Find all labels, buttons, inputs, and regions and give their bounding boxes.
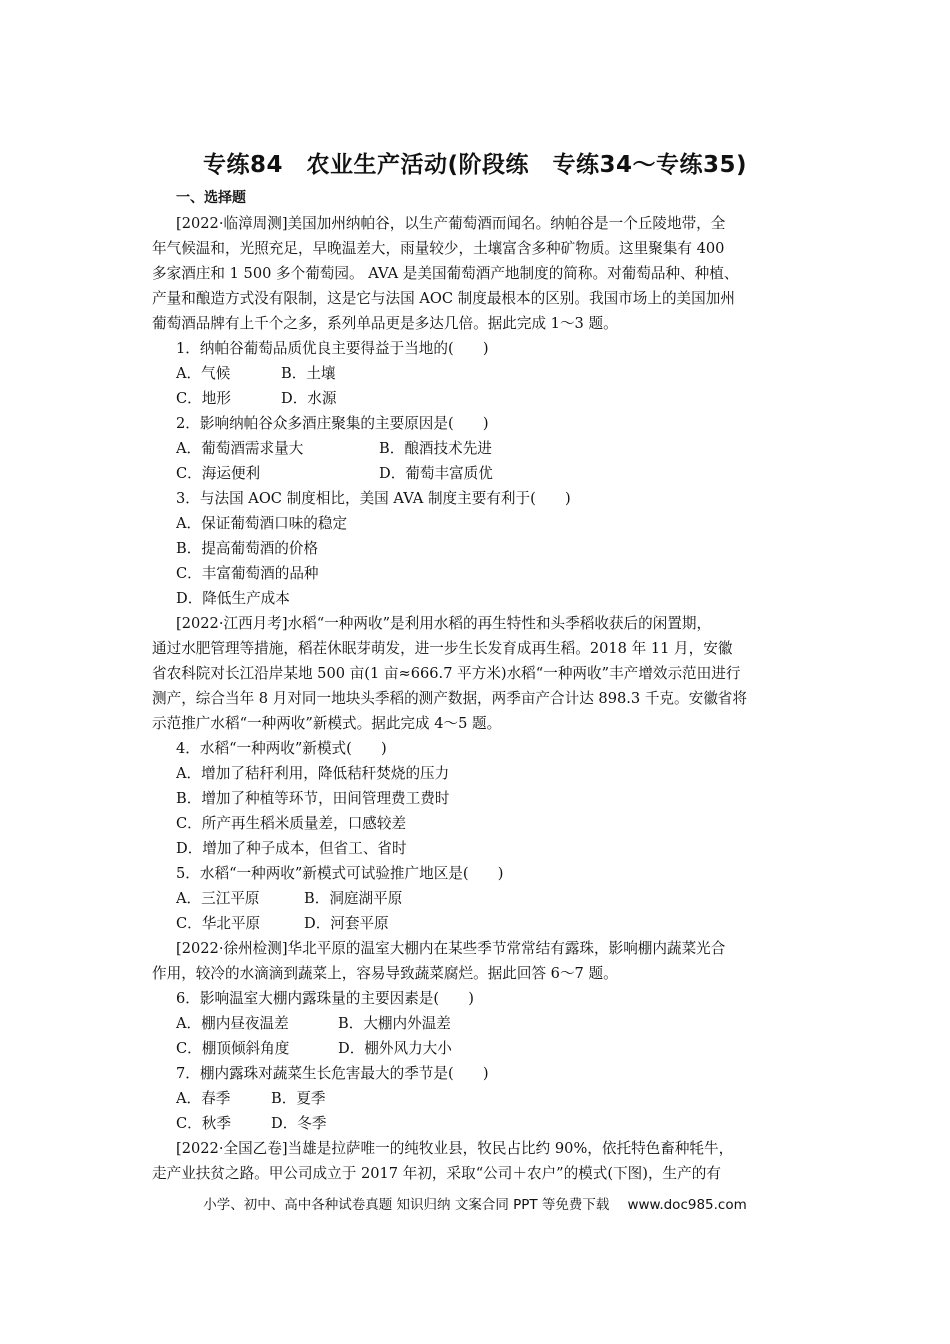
passage-line: [2022·江西月考]水稻“一种两收”是利用水稻的再生特性和头季稻收获后的闲置期， bbox=[176, 615, 712, 632]
option-a: A．气候 bbox=[176, 365, 231, 382]
page-title: 专练84 农业生产活动(阶段练 专练34～专练35) bbox=[202, 152, 748, 178]
passage-3 bbox=[152, 936, 808, 986]
option-b: B．增加了种植等环节，田间管理费工费时 bbox=[176, 790, 450, 807]
option-c: C．棚顶倾斜角度 bbox=[176, 1040, 290, 1057]
option-d: D．增加了种子成本，但省工、省时 bbox=[176, 840, 407, 857]
option-d: D．棚外风力大小 bbox=[338, 1040, 452, 1057]
option-b: B．土壤 bbox=[281, 365, 336, 382]
passage-line: 示范推广水稻“一种两收”新模式。据此完成 4～5 题。 bbox=[152, 715, 502, 732]
option-a: A．保证葡萄酒口味的稳定 bbox=[176, 515, 348, 532]
question-stem: 4．水稻“一种两收”新模式( ) bbox=[176, 740, 387, 757]
question-stem: 7．棚内露珠对蔬菜生长危害最大的季节是( ) bbox=[176, 1065, 489, 1082]
question-4 bbox=[176, 736, 808, 861]
question-stem: 3．与法国 AOC 制度相比，美国 AVA 制度主要有利于( ) bbox=[176, 490, 571, 507]
passage-line: 产量和酿造方式没有限制，这是它与法国 AOC 制度最根本的区别。我国市场上的美国加州 bbox=[152, 290, 735, 307]
option-a: A．春季 bbox=[176, 1090, 231, 1107]
passage-line: 葡萄酒品牌有上千个之多，系列单品更是多达几倍。据此完成 1～3 题。 bbox=[152, 315, 618, 332]
option-d: D．水源 bbox=[281, 390, 337, 407]
passage-1 bbox=[152, 211, 808, 336]
question-1 bbox=[176, 336, 808, 411]
footer-text: 小学、初中、高中各种试卷真题 知识归纳 文案合同 PPT 等免费下载 bbox=[203, 1197, 610, 1213]
question-5 bbox=[176, 861, 808, 936]
option-a: A．三江平原 bbox=[176, 890, 260, 907]
option-a: A．葡萄酒需求量大 bbox=[176, 440, 304, 457]
passage-line: 通过水肥管理等措施，稻茬休眠芽萌发，进一步生长发育成再生稻。2018 年 11 月，安徽 bbox=[152, 640, 733, 657]
passage-line: [2022·临漳周测]美国加州纳帕谷，以生产葡萄酒而闻名。纳帕谷是一个丘陵地带，全 bbox=[176, 215, 726, 232]
option-b: B．洞庭湖平原 bbox=[304, 890, 403, 907]
question-3 bbox=[176, 486, 808, 611]
passage-line: 测产，综合当年 8 月对同一地块头季稻的测产数据，两季亩产合计达 898.3 千克。安徽省将 bbox=[152, 690, 747, 707]
passage-line: [2022·全国乙卷]当雄是拉萨唯一的纯牧业县，牧民占比约 90%，依托特色畜种牦牛， bbox=[176, 1140, 734, 1157]
passage-2 bbox=[152, 611, 808, 736]
option-d: D．葡萄丰富质优 bbox=[379, 465, 493, 482]
question-2 bbox=[176, 411, 808, 486]
option-d: D．降低生产成本 bbox=[176, 590, 290, 607]
question-stem: 2．影响纳帕谷众多酒庄聚集的主要原因是( ) bbox=[176, 415, 489, 432]
question-stem: 6．影响温室大棚内露珠量的主要因素是( ) bbox=[176, 990, 474, 1007]
passage-line: 省农科院对长江沿岸某地 500 亩(1 亩≈666.7 平方米)水稻“一种两收”丰产增效示范田进行 bbox=[152, 665, 741, 682]
question-stem: 1．纳帕谷葡萄品质优良主要得益于当地的( ) bbox=[176, 340, 489, 357]
question-7 bbox=[176, 1061, 808, 1136]
option-c: C．丰富葡萄酒的品种 bbox=[176, 565, 319, 582]
option-a: A．棚内昼夜温差 bbox=[176, 1015, 289, 1032]
option-c: C．秋季 bbox=[176, 1115, 231, 1132]
option-d: D．河套平原 bbox=[304, 915, 389, 932]
passage-line: 年气候温和，光照充足，早晚温差大，雨量较少，土壤富含多种矿物质。这里聚集有 400 bbox=[152, 240, 725, 257]
passage-line: 作用，较冷的水滴滴到蔬菜上，容易导致蔬菜腐烂。据此回答 6～7 题。 bbox=[152, 965, 618, 982]
option-b: B．夏季 bbox=[271, 1090, 326, 1107]
option-b: B．酿酒技术先进 bbox=[379, 440, 492, 457]
document-body bbox=[152, 186, 808, 1186]
option-c: C．华北平原 bbox=[176, 915, 261, 932]
question-stem: 5．水稻“一种两收”新模式可试验推广地区是( ) bbox=[176, 865, 504, 882]
option-b: B．大棚内外温差 bbox=[338, 1015, 451, 1032]
option-d: D．冬季 bbox=[271, 1115, 327, 1132]
option-c: C．地形 bbox=[176, 390, 231, 407]
footer-link[interactable]: www.doc985.com bbox=[627, 1197, 747, 1213]
option-c: C．海运便利 bbox=[176, 465, 261, 482]
option-b: B．提高葡萄酒的价格 bbox=[176, 540, 319, 557]
passage-line: 多家酒庄和 1 500 多个葡萄园。 AVA 是美国葡萄酒产地制度的简称。对葡萄品种、种植、 bbox=[152, 265, 739, 282]
passage-line: [2022·徐州检测]华北平原的温室大棚内在某些季节常常结有露珠，影响棚内蔬菜光合 bbox=[176, 940, 726, 957]
option-c: C．所产再生稻米质量差，口感较差 bbox=[176, 815, 407, 832]
question-6 bbox=[176, 986, 808, 1061]
passage-4 bbox=[152, 1136, 808, 1186]
passage-line: 走产业扶贫之路。甲公司成立于 2017 年初，采取“公司＋农户”的模式(下图)，生产的有 bbox=[152, 1165, 721, 1182]
section-heading: 一、选择题 bbox=[176, 190, 246, 206]
page-footer bbox=[0, 1193, 950, 1213]
option-a: A．增加了秸秆利用，降低秸秆焚烧的压力 bbox=[176, 765, 450, 782]
